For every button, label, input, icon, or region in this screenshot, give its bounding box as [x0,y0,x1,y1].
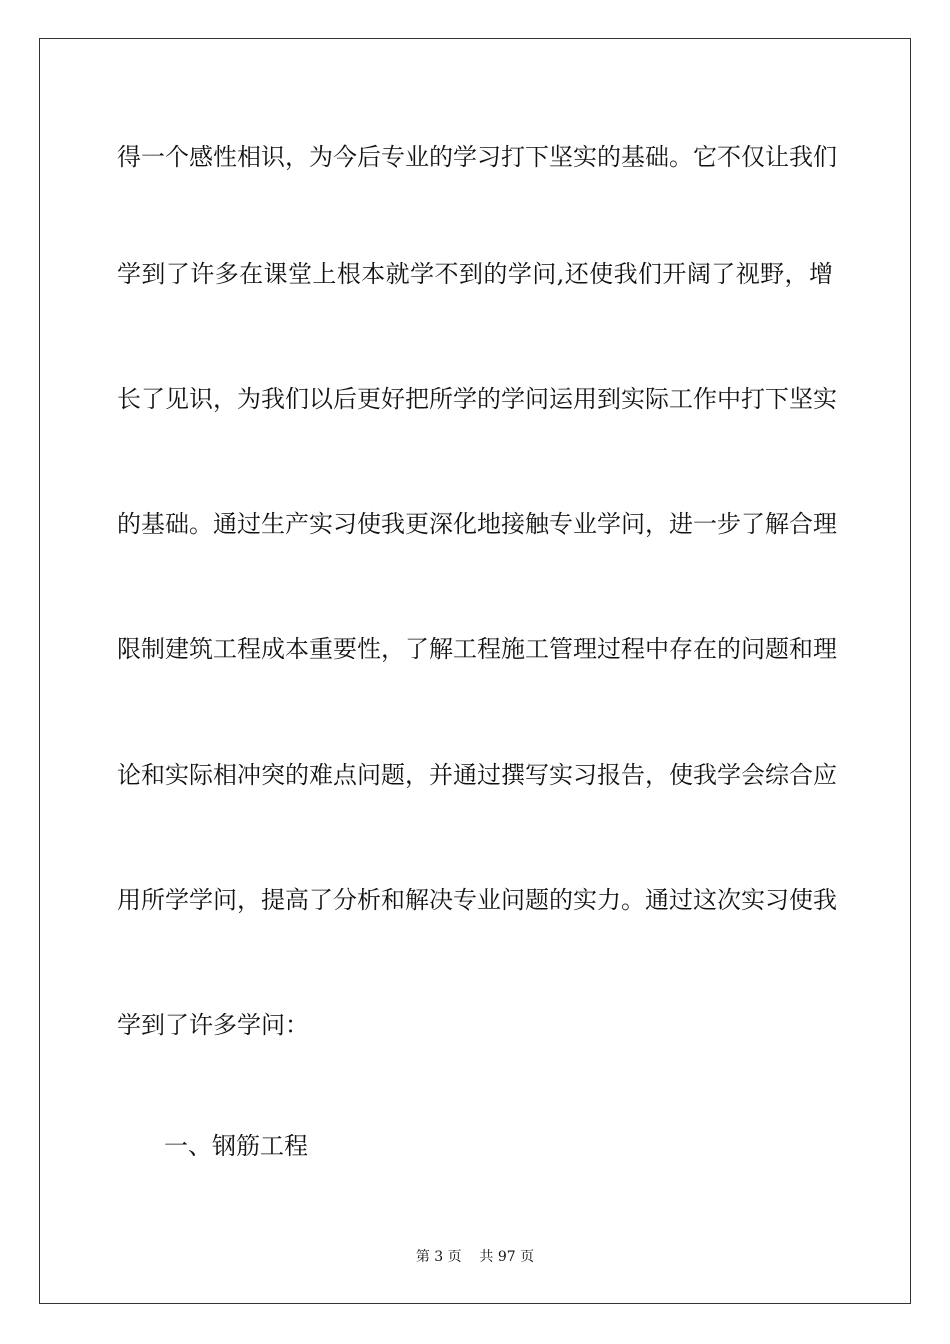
body-text-line: 得一个感性相识，为今后专业的学习打下坚实的基础。它不仅让我们 [117,143,837,171]
body-text-line: 的基础。通过生产实习使我更深化地接触专业学问，进一步了解合理 [117,510,837,538]
body-text-line: 用所学学问，提高了分析和解决专业问题的实力。通过这次实习使我 [117,886,837,914]
body-text-line: 学到了许多学问： [117,1011,309,1039]
section-heading: 一、钢筋工程 [164,1132,308,1160]
page-footer: 第 3 页 共 97 页 [415,1249,535,1265]
body-text-line: 学到了许多在课堂上根本就学不到的学问,还使我们开阔了视野，增 [117,260,833,288]
body-text-line: 限制建筑工程成本重要性，了解工程施工管理过程中存在的问题和理 [117,635,837,663]
page-border [39,38,911,1304]
body-text-line: 论和实际相冲突的难点问题，并通过撰写实习报告，使我学会综合应 [117,761,837,789]
body-text-line: 长了见识，为我们以后更好把所学的学问运用到实际工作中打下坚实 [117,385,837,413]
